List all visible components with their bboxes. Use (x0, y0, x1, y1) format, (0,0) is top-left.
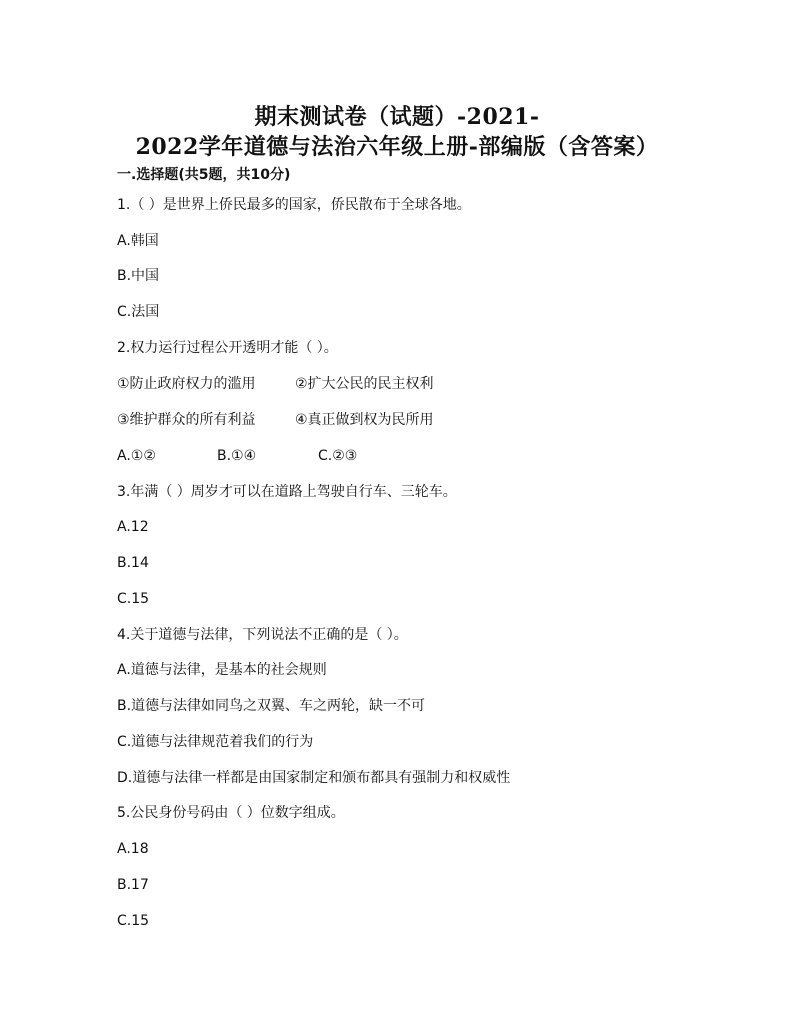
question-3-stem: 3.年满（ ）周岁才可以在道路上驾驶自行车、三轮车。 (117, 484, 457, 500)
question-3-option-a: A.12 (117, 519, 149, 535)
statement-1: ①防止政府权力的滥用 (117, 376, 256, 392)
statement-4: ④真正做到权为民所用 (295, 412, 434, 428)
question-1-option-c: C.法国 (117, 304, 160, 320)
question-1-option-a: A.韩国 (117, 233, 159, 249)
question-5-stem: 5.公民身份号码由（ ）位数字组成。 (117, 805, 345, 821)
exam-title-line-2: 2022学年道德与法治六年级上册-部编版（含答案） (135, 134, 659, 160)
question-5-option-b: B.17 (117, 877, 149, 893)
question-3-option-b: B.14 (117, 555, 149, 571)
question-3-option-c: C.15 (117, 591, 150, 607)
question-1-stem: 1.（ ）是世界上侨民最多的国家，侨民散布于全球各地。 (117, 197, 471, 213)
question-4-stem: 4.关于道德与法律，下列说法不正确的是（ ）。 (117, 627, 408, 643)
question-2-option-b: B.①④ (217, 448, 257, 464)
exam-title-line-1: 期末测试卷（试题）-2021- (254, 104, 540, 130)
statement-2: ②扩大公民的民主权利 (295, 376, 434, 392)
question-2-stem: 2.权力运行过程公开透明才能（ ）。 (117, 340, 338, 356)
question-4-option-c: C.道德与法律规范着我们的行为 (117, 734, 314, 750)
question-1-option-b: B.中国 (117, 268, 160, 284)
section-heading: 一.选择题(共5题，共10分) (117, 167, 291, 183)
question-5-option-a: A.18 (117, 841, 149, 857)
question-2-option-a: A.①② (117, 448, 156, 464)
question-5-option-c: C.15 (117, 913, 150, 929)
statement-3: ③维护群众的所有利益 (117, 412, 256, 428)
question-4-option-d: D.道德与法律一样都是由国家制定和颁布都具有强制力和权威性 (117, 770, 511, 786)
question-2-option-c: C.②③ (318, 448, 358, 464)
question-4-option-b: B.道德与法律如同鸟之双翼、车之两轮，缺一不可 (117, 698, 426, 714)
question-4-option-a: A.道德与法律，是基本的社会规则 (117, 662, 327, 678)
